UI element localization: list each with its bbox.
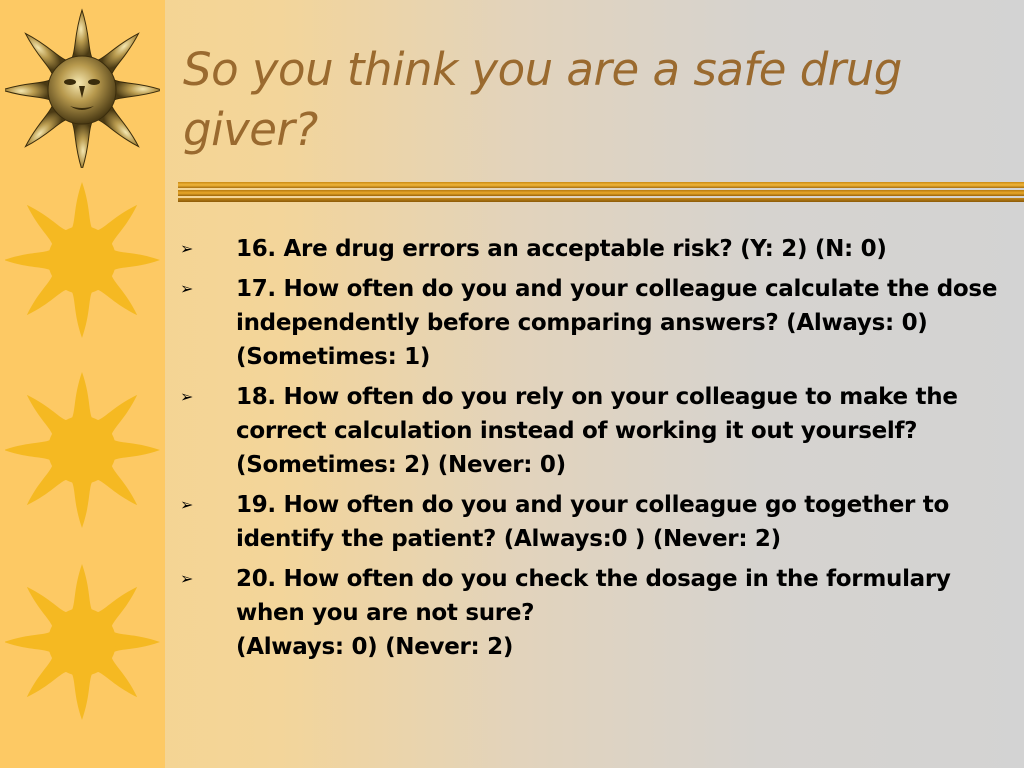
- list-item: [178, 232, 1008, 266]
- title-divider: [178, 182, 1024, 204]
- arrow-bullet-icon: ➢: [180, 387, 194, 406]
- arrow-bullet-icon: ➢: [180, 239, 194, 258]
- list-item: [178, 380, 1008, 482]
- question-list: [178, 232, 1008, 670]
- arrow-bullet-icon: ➢: [180, 569, 194, 588]
- question-text: 18. How often do you rely on your colleague to make the correct calculation instead of working it out yourself? (Sometimes: 2) (Never: 0): [236, 384, 958, 478]
- slide-title: So you think you are a safe drug giver?: [183, 43, 902, 156]
- arrow-bullet-icon: ➢: [180, 495, 194, 514]
- question-text: 19. How often do you and your colleague go together to identify the patient? (Always:0 ) (Never: 2): [236, 492, 949, 552]
- list-item: [178, 488, 1008, 556]
- sun-icon: [5, 562, 160, 722]
- question-text: 20. How often do you check the dosage in the formulary when you are not sure? (Always: 0) (Never: 2): [236, 566, 951, 660]
- list-item: [178, 272, 1008, 374]
- list-item: [178, 562, 1008, 664]
- arrow-bullet-icon: ➢: [180, 279, 194, 298]
- sun-icon: [5, 180, 160, 340]
- sidebar-decoration: [0, 0, 165, 768]
- sun-face-icon: [5, 8, 160, 168]
- question-text: 17. How often do you and your colleague calculate the dose independently before comparing answers? (Always: 0) (Sometimes: 1): [236, 276, 998, 370]
- question-text: 16. Are drug errors an acceptable risk? (Y: 2) (N: 0): [236, 236, 887, 262]
- sun-icon: [5, 370, 160, 530]
